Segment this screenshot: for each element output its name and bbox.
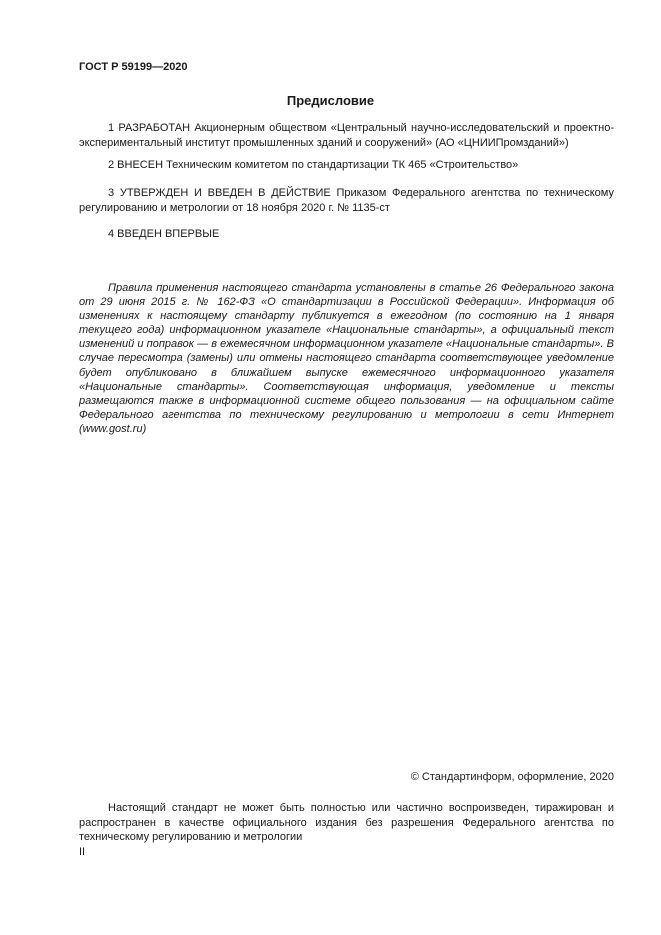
preface-item-4 [79,227,614,242]
standard-application-notice [79,281,614,436]
page-number: II [79,846,86,858]
preface-item-text: 2 ВНЕСЕН Техническим комитетом по стандартизации ТК 465 «Строительство» [108,159,519,171]
preface-item-2 [79,158,614,173]
reproduction-notice [79,801,614,845]
preface-item-text: 4 ВВЕДЕН ВПЕРВЫЕ [108,228,220,240]
document-code: ГОСТ Р 59199—2020 [79,61,188,73]
preface-item-text: 1 РАЗРАБОТАН Акционерным обществом «Центральный научно-исследовательский и проектно-экспериментальный институт промышленных зданий и сооружений» (АО «ЦНИИПромзданий») [79,122,614,149]
preface-item-text: 3 УТВЕРЖДЕН И ВВЕДЕН В ДЕЙСТВИЕ Приказом Федерального агентства по техническому регулированию и метрологии от 18 ноября 2020 г. № 1135-ст [79,187,614,214]
reproduction-text: Настоящий стандарт не может быть полностью или частично воспроизведен, тиражирован и распространен в качестве официального издания без разрешения Федерального агентства по техническому регулированию и метрологии [79,802,614,843]
preface-item-3 [79,186,614,215]
page-title: Предисловие [286,93,375,108]
notice-text: Правила применения настоящего стандарта установлены в статье 26 Федерального закона от 29 июня 2015 г. № 162-ФЗ «О стандартизации в Российской Федерации». Информация об изменениях к настоящему стандарту публикуется в ежегодном (по состоянию на 1 января текущего года) информационном указателе «Национальные стандарты», а официальный текст изменений и поправок — в ежемесячном информационном указателе «Национальные стандарты». В случае пересмотра (замены) или отмены настоящего стандарта соответствующее уведомление будет опубликовано в ближайшем выпуске ежемесячного информационного указателя «Национальные стандарты». Соответствующая информация, уведомление и тексты размещаются также в информационной системе общего пользования — на официальном сайте Федерального агентства по техническому регулированию и метрологии в сети Интернет (www.gost.ru) [79,282,614,435]
preface-item-1 [79,121,614,150]
copyright-notice: © Стандартинформ, оформление, 2020 [410,771,614,783]
